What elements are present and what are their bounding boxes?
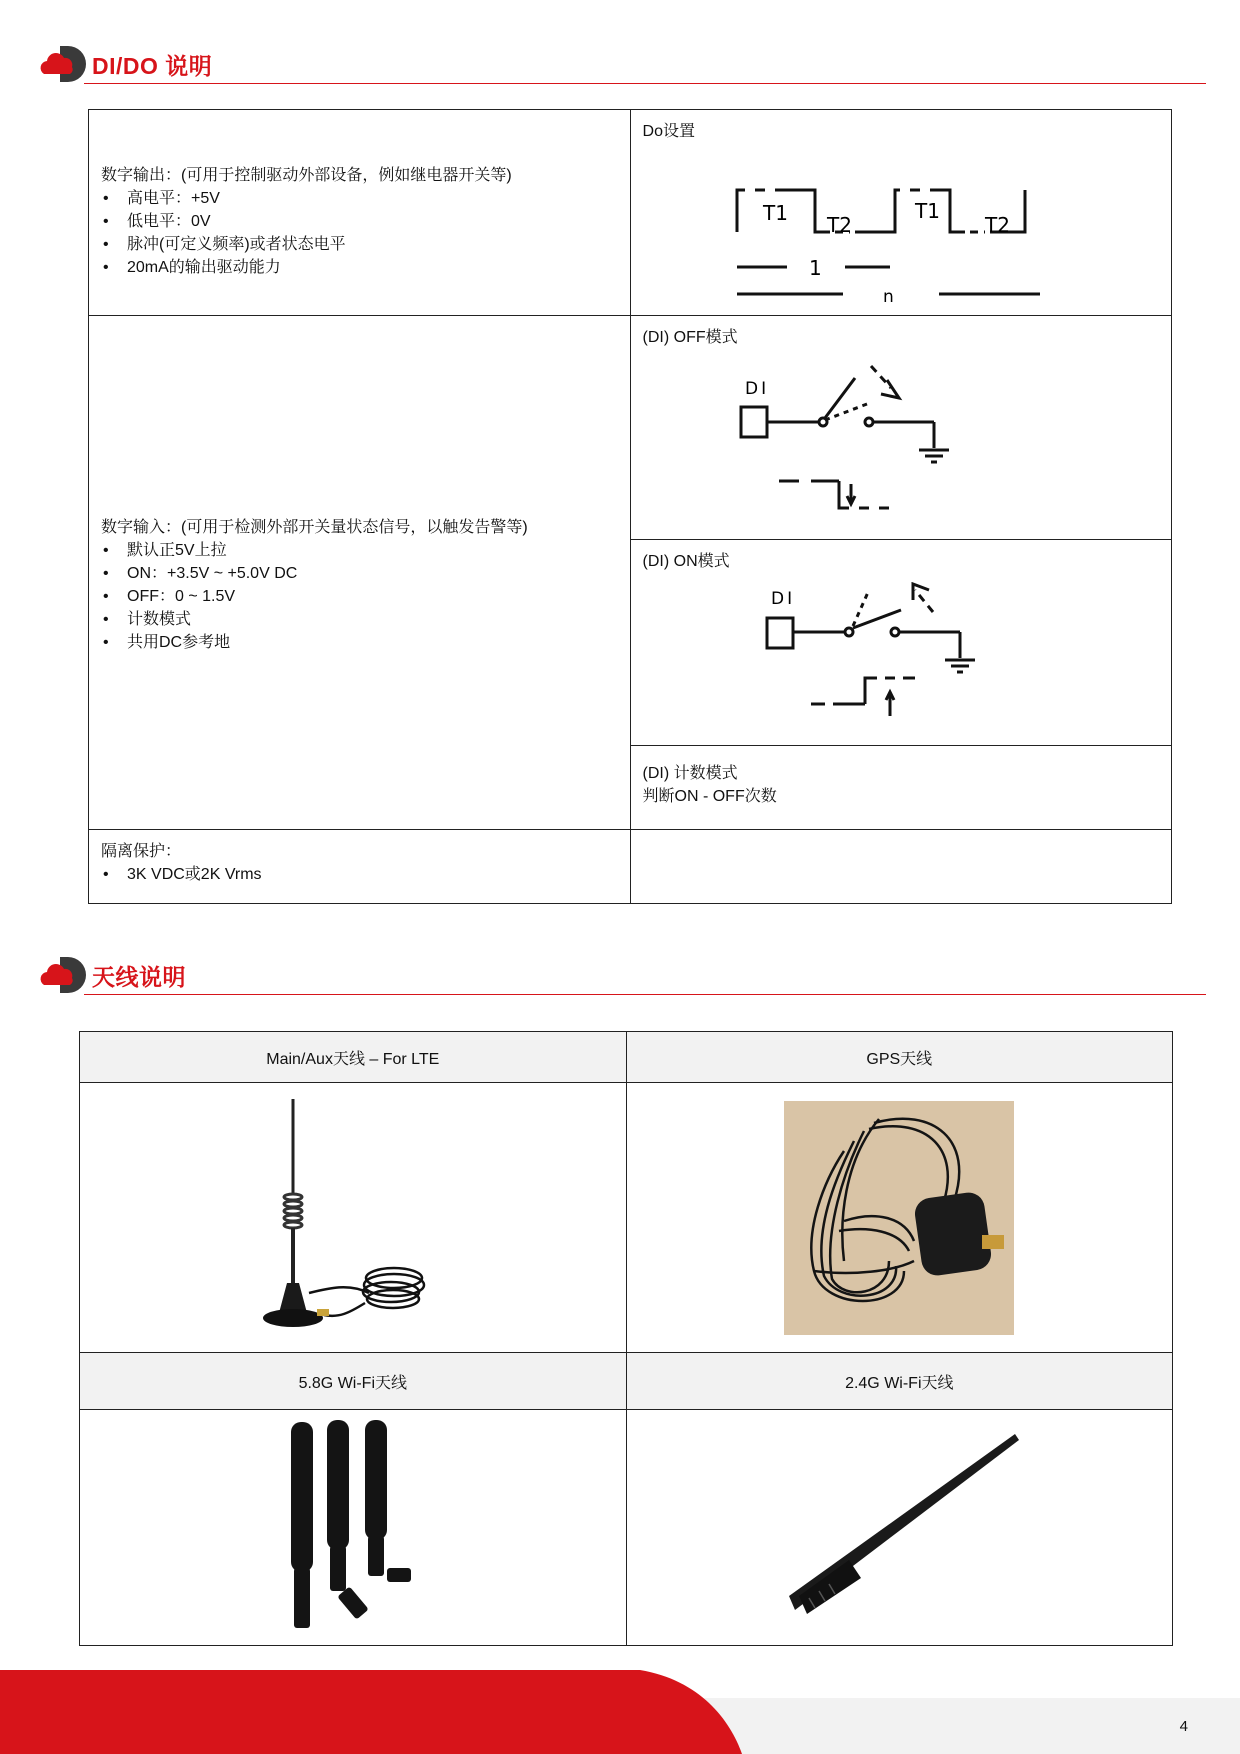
wifi58-antenna-image xyxy=(80,1410,627,1646)
page-number: 4 xyxy=(1179,1718,1188,1735)
t2-label: T2 xyxy=(826,213,852,237)
do-output-cell xyxy=(89,110,631,316)
list-item: • 20mA的输出驱动能力 xyxy=(117,256,512,279)
di-count-desc: 判断ON - OFF次数 xyxy=(642,788,777,805)
isolation-cell xyxy=(89,830,631,904)
di-input-list xyxy=(101,539,528,654)
count-n-label: n xyxy=(882,287,894,302)
footer-band xyxy=(0,1670,1240,1754)
di-off-label: (DI) OFF模式 xyxy=(642,329,738,346)
magnetic-antenna-picture xyxy=(259,1093,429,1343)
di-count-label: (DI) 计数模式 xyxy=(642,765,738,782)
main-aux-antenna-image xyxy=(80,1083,627,1353)
dido-table xyxy=(88,109,1172,904)
list-item: • ON：+3.5V ~ +5.0V DC xyxy=(117,562,528,585)
wifi24-antenna-picture xyxy=(769,1428,1029,1628)
list-item: • 3K VDC或2K Vrms xyxy=(117,863,618,886)
section-rule xyxy=(84,994,1206,995)
di-label: DI xyxy=(770,589,795,609)
cloud-logo-icon xyxy=(38,955,86,995)
do-setting-cell xyxy=(630,110,1171,316)
list-item: • 低电平：0V xyxy=(117,210,512,233)
list-item: • 默认正5V上拉 xyxy=(117,539,528,562)
do-output-list xyxy=(101,187,512,279)
section-title: DI/DO 说明 xyxy=(92,53,213,79)
di-input-cell xyxy=(89,316,631,830)
antenna-table xyxy=(79,1031,1173,1646)
gps-antenna-picture xyxy=(784,1101,1014,1335)
do-pulse-diagram xyxy=(735,182,1065,302)
list-item: • OFF：0 ~ 1.5V xyxy=(117,585,528,608)
do-output-heading: 数字输出：(可用于控制驱动外部设备，例如继电器开关等) xyxy=(101,167,512,184)
section-header-antenna xyxy=(38,955,1206,995)
cloud-logo-icon xyxy=(38,44,86,84)
di-on-diagram xyxy=(765,582,1005,732)
isolation-heading: 隔离保护： xyxy=(101,843,182,860)
di-label: DI xyxy=(744,379,769,399)
section-rule xyxy=(84,83,1206,84)
count-one-label: 1 xyxy=(808,256,822,280)
di-off-diagram xyxy=(739,356,979,526)
di-off-cell xyxy=(630,316,1171,540)
di-on-cell xyxy=(630,540,1171,746)
di-on-label: (DI) ON模式 xyxy=(642,553,730,570)
di-count-cell xyxy=(630,746,1171,830)
gps-antenna-image xyxy=(626,1083,1172,1353)
t2-label: T2 xyxy=(984,213,1010,237)
antenna-header-gps: GPS天线 xyxy=(626,1032,1172,1083)
section-title: 天线说明 xyxy=(92,964,186,990)
antenna-header-main-aux: Main/Aux天线 – For LTE xyxy=(80,1032,627,1083)
list-item: • 高电平：+5V xyxy=(117,187,512,210)
t1-label: T1 xyxy=(914,199,940,223)
list-item: • 脉冲(可定义频率)或者状态电平 xyxy=(117,233,512,256)
isolation-list xyxy=(101,863,618,886)
wifi24-antenna-image xyxy=(626,1410,1172,1646)
t1-label: T1 xyxy=(762,201,788,225)
do-setting-label: Do设置 xyxy=(642,123,695,140)
antenna-header-wifi58: 5.8G Wi-Fi天线 xyxy=(80,1353,627,1410)
di-input-heading: 数字输入：(可用于检测外部开关量状态信号，以触发告警等) xyxy=(101,519,528,536)
list-item: • 计数模式 xyxy=(117,608,528,631)
empty-cell xyxy=(630,830,1171,904)
antenna-header-wifi24: 2.4G Wi-Fi天线 xyxy=(626,1353,1172,1410)
list-item: • 共用DC参考地 xyxy=(117,631,528,654)
section-header-dido xyxy=(38,44,1206,84)
wifi58-antennas-picture xyxy=(277,1418,437,1638)
